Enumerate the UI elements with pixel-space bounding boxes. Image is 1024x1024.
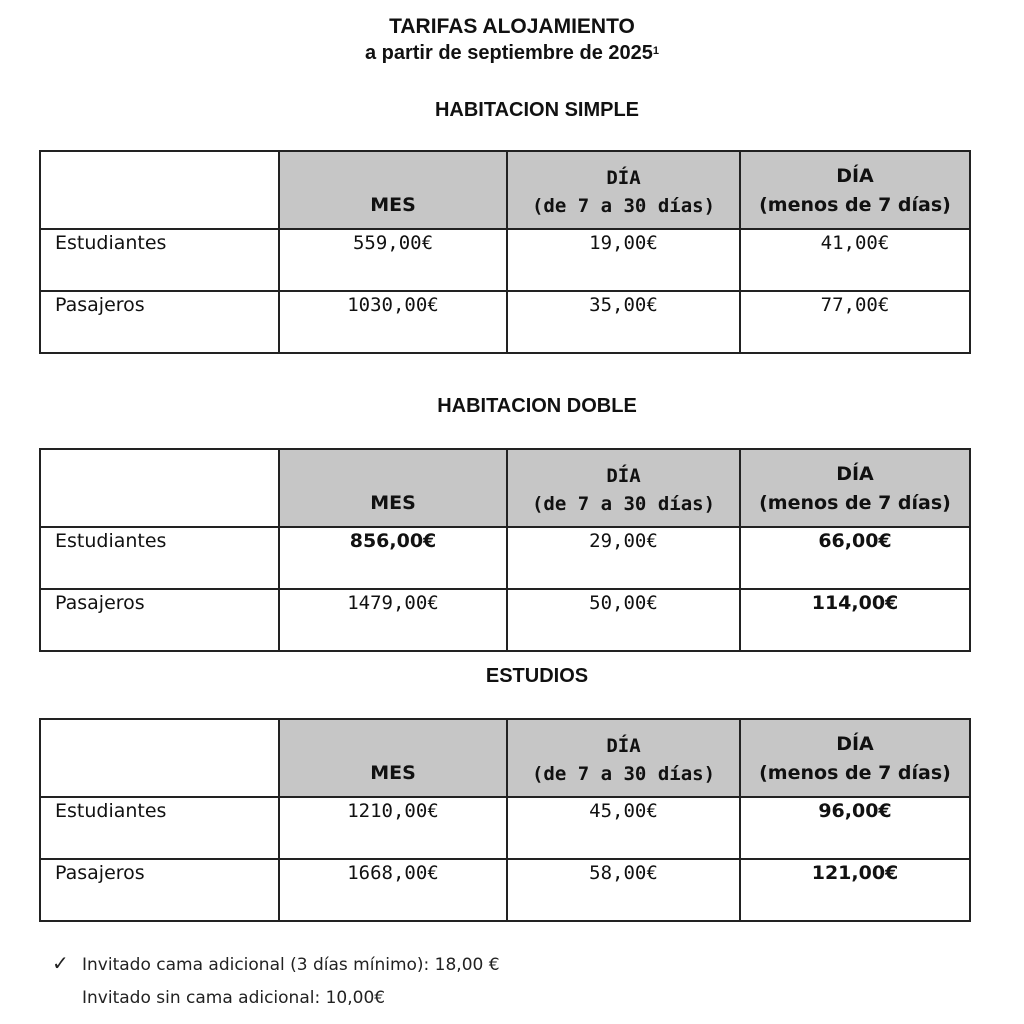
document-subtitle	[0, 40, 1024, 66]
row-label: Estudiantes	[40, 527, 279, 589]
note-extra-bed: Invitado cama adicional (3 días mínimo): 18,00 €	[82, 955, 500, 975]
price-dia-7-30: 50,00€	[507, 589, 740, 651]
price-mes: 1030,00€	[279, 291, 507, 353]
header-mes: MES	[279, 449, 507, 527]
price-mes: 1668,00€	[279, 859, 507, 921]
price-dia-7-30: 45,00€	[507, 797, 740, 859]
section-heading-simple: HABITACION SIMPLE	[434, 99, 640, 121]
header-dia-label: DÍA	[836, 733, 874, 755]
header-empty-cell	[40, 151, 279, 229]
price-mes: 1210,00€	[279, 797, 507, 859]
header-dia-label: DÍA	[606, 465, 641, 487]
subtitle-text: a partir de septiembre de 2025	[364, 42, 653, 64]
header-dia-label: DÍA	[836, 463, 874, 485]
header-empty-cell	[40, 449, 279, 527]
table-row	[40, 859, 970, 921]
rates-table-estudios	[39, 718, 971, 922]
section-heading-doble: HABITACION DOBLE	[437, 395, 637, 417]
rates-table-simple	[39, 150, 971, 354]
price-mes: 856,00€	[279, 527, 507, 589]
price-dia-menos-7: 77,00€	[740, 291, 970, 353]
table-header-row	[40, 719, 970, 797]
price-dia-menos-7: 41,00€	[740, 229, 970, 291]
row-label: Pasajeros	[40, 291, 279, 353]
header-dia-menos-7	[740, 449, 970, 527]
header-dia-range: (de 7 a 30 días)	[531, 493, 716, 515]
row-label: Pasajeros	[40, 859, 279, 921]
price-mes: 1479,00€	[279, 589, 507, 651]
table-row	[40, 527, 970, 589]
check-icon: ✓	[52, 951, 69, 975]
price-dia-7-30: 35,00€	[507, 291, 740, 353]
header-empty-cell	[40, 719, 279, 797]
note-no-extra-bed: Invitado sin cama adicional: 10,00€	[82, 988, 386, 1008]
row-label: Pasajeros	[40, 589, 279, 651]
header-dia-label: DÍA	[606, 735, 641, 757]
header-dia-range: (de 7 a 30 días)	[531, 763, 716, 785]
price-dia-menos-7: 114,00€	[740, 589, 970, 651]
rates-table-doble	[39, 448, 971, 652]
header-mes: MES	[279, 719, 507, 797]
table-row	[40, 589, 970, 651]
header-dia-range: (menos de 7 días)	[759, 194, 951, 216]
header-mes: MES	[279, 151, 507, 229]
footnote-mark: 1	[652, 45, 660, 57]
price-dia-menos-7: 66,00€	[740, 527, 970, 589]
table-row	[40, 229, 970, 291]
header-dia-menos-7	[740, 151, 970, 229]
header-dia-label: DÍA	[606, 167, 641, 189]
document-title: TARIFAS ALOJAMIENTO	[389, 15, 635, 38]
table-row	[40, 797, 970, 859]
row-label: Estudiantes	[40, 229, 279, 291]
price-dia-menos-7: 96,00€	[740, 797, 970, 859]
table-row	[40, 291, 970, 353]
price-dia-7-30: 29,00€	[507, 527, 740, 589]
price-dia-7-30: 58,00€	[507, 859, 740, 921]
header-dia-range: (de 7 a 30 días)	[531, 195, 716, 217]
price-mes: 559,00€	[279, 229, 507, 291]
header-dia-7-30	[507, 719, 740, 797]
header-dia-range: (menos de 7 días)	[759, 762, 951, 784]
section-heading-estudios: ESTUDIOS	[485, 665, 589, 687]
table-header-row	[40, 449, 970, 527]
header-dia-7-30	[507, 151, 740, 229]
header-dia-7-30	[507, 449, 740, 527]
price-dia-7-30: 19,00€	[507, 229, 740, 291]
header-dia-menos-7	[740, 719, 970, 797]
header-dia-label: DÍA	[836, 165, 874, 187]
row-label: Estudiantes	[40, 797, 279, 859]
price-dia-menos-7: 121,00€	[740, 859, 970, 921]
header-dia-range: (menos de 7 días)	[759, 492, 951, 514]
table-header-row	[40, 151, 970, 229]
